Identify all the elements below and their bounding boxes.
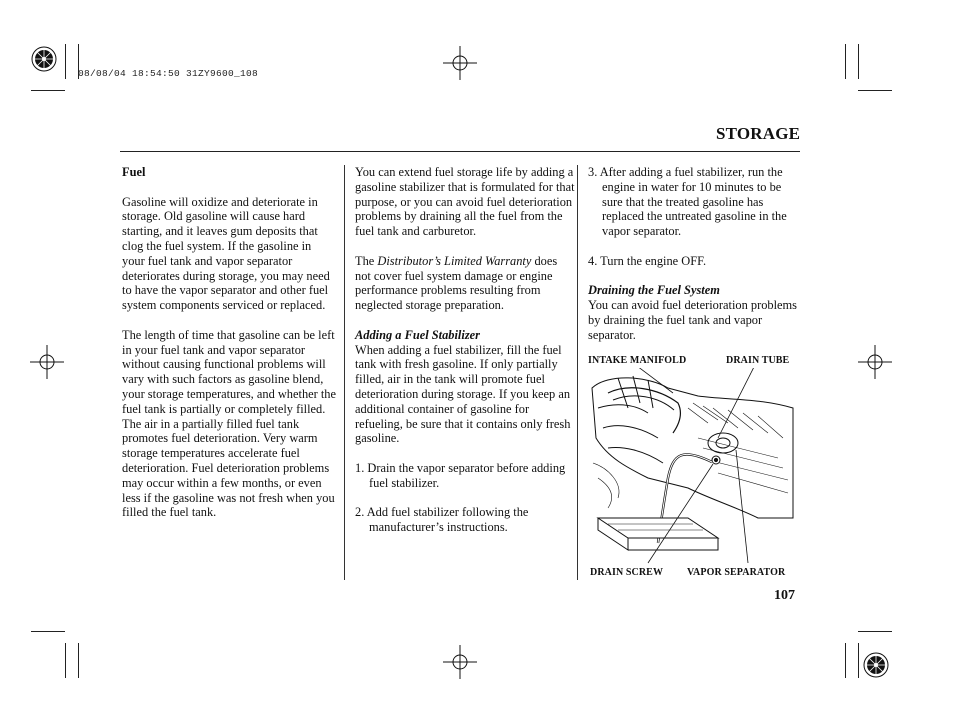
section-heading-draining: Draining the Fuel System [588, 283, 720, 298]
column-right [588, 165, 803, 343]
crosshair-icon [443, 46, 477, 80]
text: does not cover fuel system damage or engine performance problems resulting from neglected storage preparation. [355, 253, 558, 313]
registration-target-icon [30, 45, 58, 73]
page-number: 107 [774, 588, 795, 603]
crosshair-icon [443, 645, 477, 679]
column-left [122, 165, 337, 520]
list-item: 3. After adding a fuel stabilizer, run the engine in water for 10 minutes to be sure that the treated gasoline has replaced the untreated gasoline in the vapor separator. [588, 165, 787, 239]
header-rule [120, 151, 800, 152]
label-drain-screw: DRAIN SCREW [590, 567, 664, 578]
registration-target-icon [862, 651, 890, 679]
paragraph: The length of time that gasoline can be left in your fuel tank and vapor separator without causing functional problems will vary with such factors as gasoline blend, your storage temperatures, and whether the fuel tank is partially or completely filled. The air in a partially filled fuel tank promotes fuel deterioration. Very warm storage temperatures accelerate fuel deterioration. Fuel deterioration problems may occur within a few months, or even less if the gasoline was not fresh when you filled the fuel tank. [122, 327, 336, 520]
section-heading-stabilizer: Adding a Fuel Stabilizer [355, 327, 480, 342]
label-intake-manifold: INTAKE MANIFOLD [588, 355, 687, 366]
list-item: 2. Add fuel stabilizer following the manufacturer’s instructions. [355, 505, 529, 535]
crosshair-icon [858, 345, 892, 379]
text: The [355, 253, 378, 268]
page-title: STORAGE [716, 124, 801, 143]
section-heading-fuel: Fuel [122, 165, 146, 179]
column-divider [344, 165, 345, 580]
label-drain-tube: DRAIN TUBE [726, 355, 790, 366]
crosshair-icon [30, 345, 64, 379]
paragraph: Gasoline will oxidize and deteriorate in storage. Old gasoline will cause hard starting, and it leaves gum deposits that clog the fuel system. If the gasoline in your fuel tank and vapor separator deteriorates during storage, you may need to have the vapor separator and other fuel system components serviced or replaced. [122, 194, 330, 313]
paragraph: You can avoid fuel deterioration problems by draining the fuel tank and vapor separator. [588, 298, 797, 342]
paragraph: You can extend fuel storage life by adding a gasoline stabilizer that is formulated for that purpose, or you can avoid fuel deterioration problems by draining all the fuel from the fuel tank and carburetor. [355, 165, 575, 239]
paragraph-warranty [355, 254, 575, 313]
print-timestamp: 08/08/04 18:54:50 31ZY9600_108 [78, 68, 259, 79]
warranty-title: Distributor’s Limited Warranty [377, 253, 532, 268]
label-vapor-separator: VAPOR SEPARATOR [687, 567, 786, 578]
list-item: 1. Drain the vapor separator before adding fuel stabilizer. [355, 460, 566, 490]
engine-illustration [588, 368, 800, 566]
list-item: 4. Turn the engine OFF. [588, 253, 707, 268]
column-middle [355, 165, 575, 535]
column-divider [577, 165, 578, 580]
paragraph: When adding a fuel stabilizer, fill the fuel tank with fresh gasoline. If only partially filled, air in the tank will promote fuel deterioration during storage. If you keep an additional container of gasoline for refueling, be sure that it contains only fresh gasoline. [355, 342, 571, 446]
